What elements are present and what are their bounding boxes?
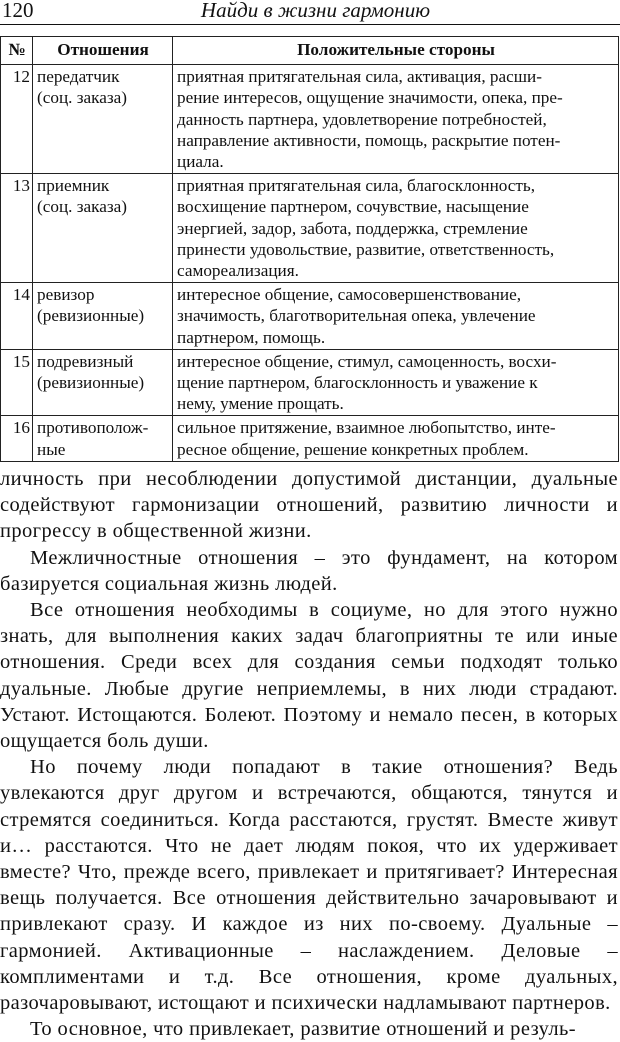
positive-cell xyxy=(173,349,619,416)
relation-line: (соц. заказа) xyxy=(37,197,128,217)
running-header xyxy=(0,0,620,25)
positive-line: рение интересов, ощущение значимости, опека, пре- xyxy=(177,88,563,108)
relation-line: ные xyxy=(37,439,66,459)
body-text xyxy=(0,466,618,1042)
column-header-relations: Отношения xyxy=(33,37,173,65)
relation-line: противополож- xyxy=(37,418,149,438)
row-number: 14 xyxy=(1,283,33,350)
positive-line: данность партнера, удовлетворение потребностей, xyxy=(177,109,547,129)
table-row xyxy=(1,349,619,416)
positive-line: сильное притяжение, взаимное любопытство, инте- xyxy=(177,418,556,438)
positive-line: щение партнером, благосклонность и уважение к xyxy=(177,373,538,393)
positive-line: приятная притягательная сила, благосклонность, xyxy=(177,176,536,196)
positive-line: энергией, задор, забота, поддержка, стремление xyxy=(177,218,528,238)
relation-line: (ревизионные) xyxy=(37,306,145,326)
table-row xyxy=(1,65,619,174)
positive-line: нему, умение прощать. xyxy=(177,394,344,414)
row-number: 16 xyxy=(1,416,33,461)
relation-cell xyxy=(33,65,173,174)
positive-line: приятная притягательная сила, активация, расши- xyxy=(177,67,542,87)
positive-cell xyxy=(173,283,619,350)
positive-line: ресное общение, решение конкретных проблем. xyxy=(177,439,529,459)
column-header-positive: Положительные стороны xyxy=(173,37,619,65)
table-header-row xyxy=(1,37,619,65)
page-number: 120 xyxy=(2,0,34,22)
row-number: 12 xyxy=(1,65,33,174)
positive-cell xyxy=(173,174,619,283)
positive-cell xyxy=(173,65,619,174)
paragraph: Все отношения необходимы в социуме, но для этого нужно знать, для выполнения каких задач благоприятны те или иные отношения. Среди всех для создания семьи подходят только дуальные. Любые другие неприемлемы, в них люди страдают. Устают. Истощаются. Болеют. Поэтому и немало песен, в которых ощущается боль души. xyxy=(0,599,618,753)
positive-line: циала. xyxy=(177,152,224,172)
positive-cell xyxy=(173,416,619,461)
relation-line: ревизор xyxy=(37,285,95,305)
paragraph: То основное, что привлекает, развитие отношений и резуль- xyxy=(30,1018,577,1041)
relation-line: (ревизионные) xyxy=(37,373,145,393)
relation-cell xyxy=(33,283,173,350)
positive-line: самореализация. xyxy=(177,261,299,281)
positive-line: интересное общение, самосовершенствование, xyxy=(177,285,522,305)
paragraph: личность при несоблюдении допустимой дистанции, дуальные содействуют гармонизации отношений, развитию личности и прогрессу в общественной жизни. xyxy=(0,468,618,543)
positive-line: значимость, благотворительная опека, увлечение xyxy=(177,306,536,326)
running-title: Найди в жизни гармонию xyxy=(200,0,430,22)
row-number: 15 xyxy=(1,349,33,416)
relation-line: приемник xyxy=(37,176,110,196)
positive-line: принести удовольствие, развитие, ответственность, xyxy=(177,239,555,259)
relation-line: подревизный xyxy=(37,351,134,371)
positive-line: партнером, помощь. xyxy=(177,327,326,347)
paragraph: Но почему люди попадают в такие отношения? Ведь увлекаются друг другом и встречаются, общаются, тянутся и стремятся соединиться. Когда расстаются, грустят. Вместе живут и… расстаются. Что не дает людям покоя, что их удерживает вместе? Что, прежде всего, привлекает и притягивает? Интересная вещь получается. Все отношения действительно зачаровывают и привлекают сразу. И каждое из них по-своему. Дуальные – гармонией. Активационные – наслаждением. Деловые – комплиментами и т.д. Все отношения, кроме дуальных, разочаровывают, истощают и психически надламывают партнеров. xyxy=(0,756,618,1015)
relation-line: передатчик xyxy=(37,67,120,87)
relation-cell xyxy=(33,416,173,461)
row-number: 13 xyxy=(1,174,33,283)
paragraph: Межличностные отношения – это фундамент, на котором базируется социальная жизнь людей. xyxy=(0,546,618,595)
positive-line: интересное общение, стимул, самоценность, восхи- xyxy=(177,351,557,371)
positive-line: направление активности, помощь, раскрытие потен- xyxy=(177,130,561,150)
table-row xyxy=(1,174,619,283)
column-header-number: № xyxy=(1,37,33,65)
table-row xyxy=(1,416,619,461)
relation-cell xyxy=(33,174,173,283)
relations-table xyxy=(0,36,619,462)
positive-line: восхищение партнером, сочувствие, насыщение xyxy=(177,197,529,217)
table-row xyxy=(1,283,619,350)
relation-cell xyxy=(33,349,173,416)
relation-line: (соц. заказа) xyxy=(37,88,128,108)
